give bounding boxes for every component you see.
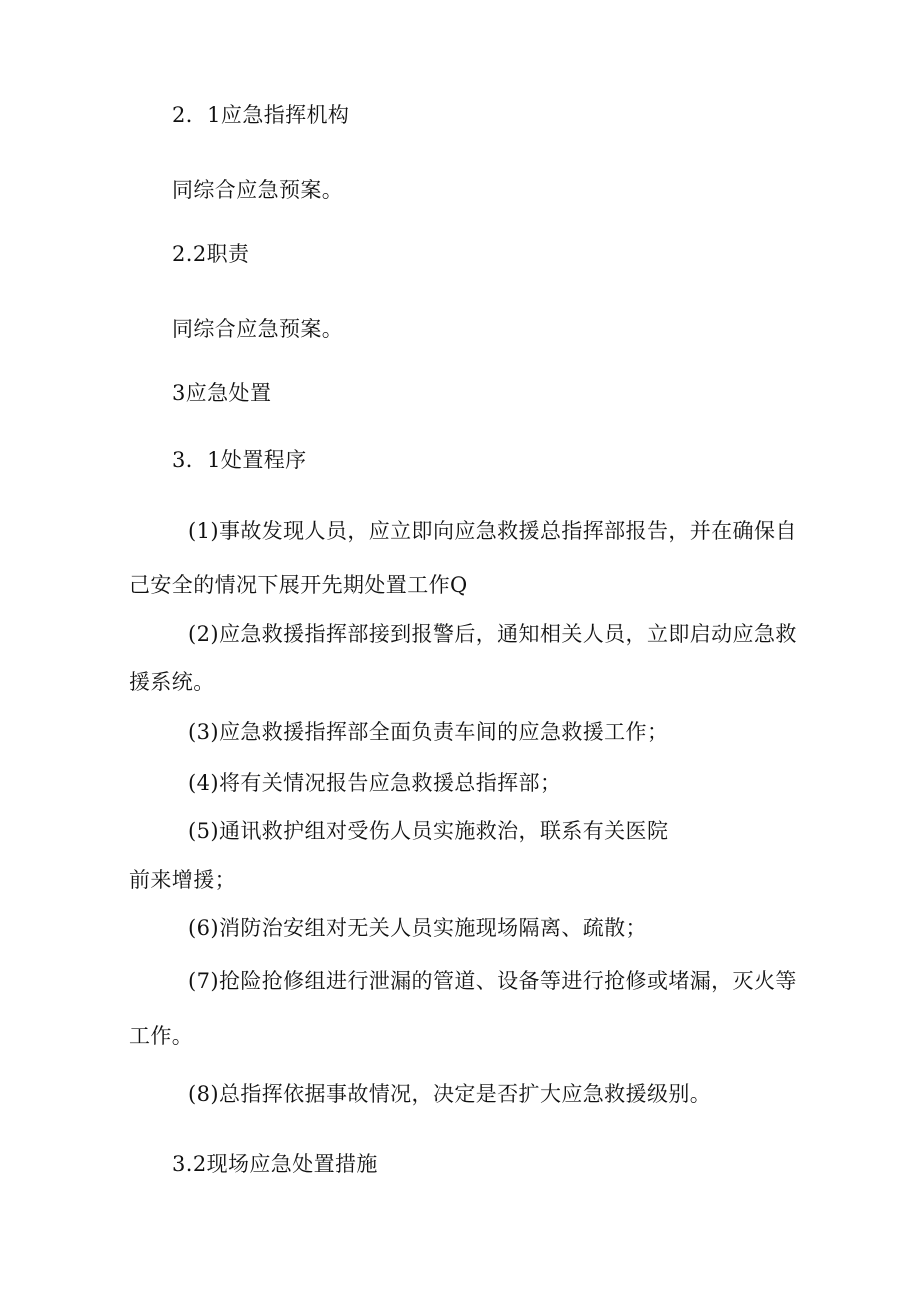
list-item-6: (6)消防治安组对无关人员实施现场隔离、疏散； [188, 916, 647, 940]
list-item-1-line-1: (1)事故发现人员，应立即向应急救援总指挥部报告，并在确保自 [188, 519, 797, 543]
list-item-8: (8)总指挥依据事故情况，决定是否扩大应急救援级别。 [188, 1082, 712, 1106]
list-item-3: (3)应急救援指挥部全面负责车间的应急救援工作； [188, 720, 669, 744]
heading-2-1: 2．1应急指挥机构 [172, 103, 350, 127]
list-item-5-line-1: (5)通讯救护组对受伤人员实施救治，联系有关医院 [188, 819, 669, 843]
list-item-7-line-1: (7)抢险抢修组进行泄漏的管道、设备等进行抢修或堵漏，灭火等 [188, 969, 797, 993]
list-item-4: (4)将有关情况报告应急救援总指挥部； [188, 771, 562, 795]
list-item-1-line-2: 己安全的情况下展开先期处置工作Q [129, 573, 468, 597]
heading-3-1: 3．1处置程序 [172, 448, 307, 472]
list-item-2-line-1: (2)应急救援指挥部接到报警后，通知相关人员，立即启动应急救 [188, 622, 797, 646]
list-item-7-line-2: 工作。 [129, 1024, 194, 1048]
heading-3: 3应急处置 [172, 381, 272, 405]
list-item-2-line-2: 援系统。 [129, 670, 215, 694]
paragraph-2-2-body: 同综合应急预案。 [172, 317, 344, 341]
heading-3-2: 3.2现场应急处置措施 [172, 1152, 378, 1176]
heading-2-2: 2.2职责 [172, 242, 250, 266]
paragraph-2-1-body: 同综合应急预案。 [172, 178, 344, 202]
list-item-5-line-2: 前来增援； [129, 868, 236, 892]
